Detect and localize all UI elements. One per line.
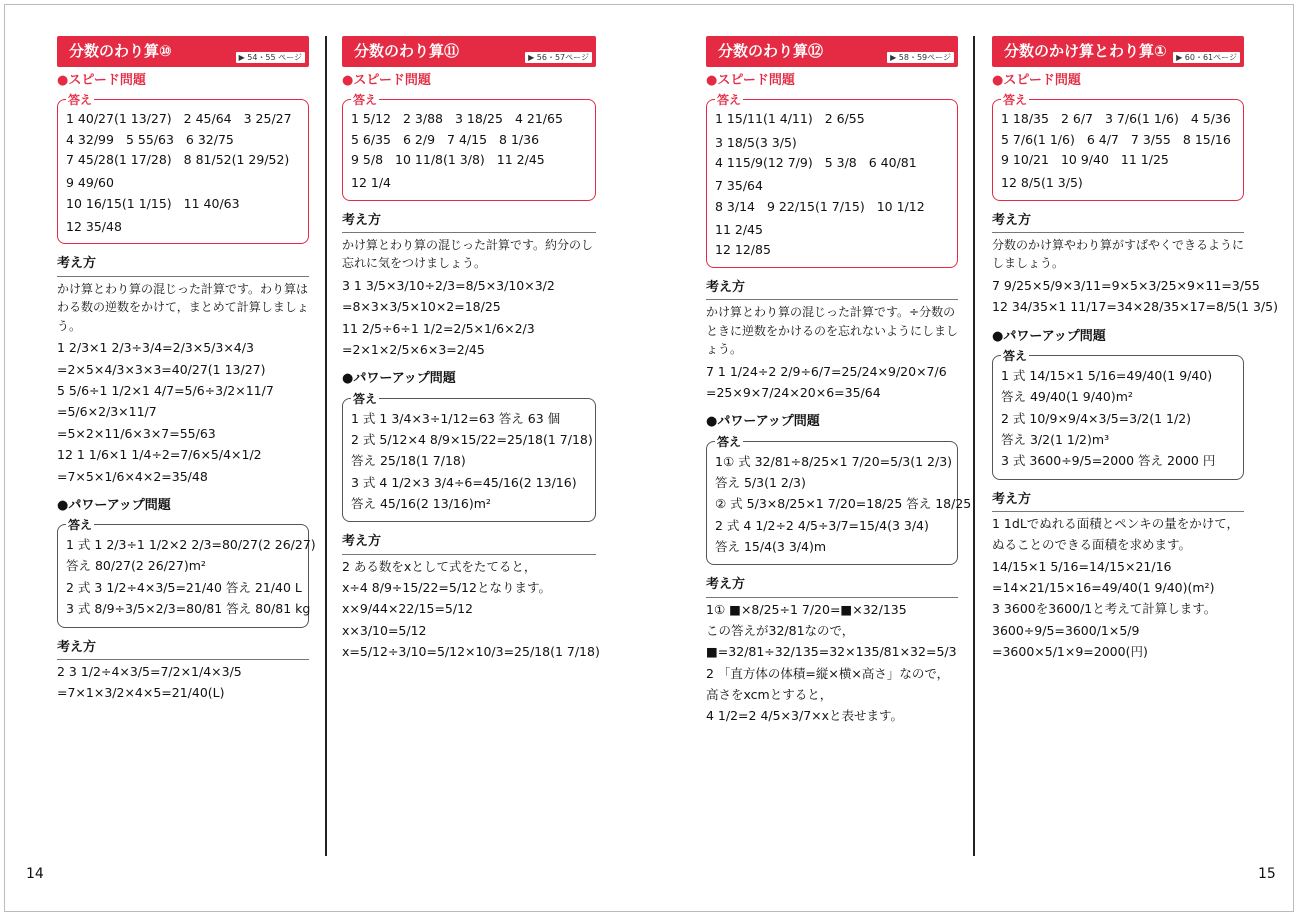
power-up-heading: ●パワーアップ問題 <box>342 371 456 387</box>
explanation-text: かけ算とわり算の混じった計算です。わり算はわる数の逆数をかけて，まとめて計算しましょう。 <box>57 281 309 333</box>
answer-item: 3 7/6(1 1/6) <box>1105 111 1179 127</box>
page-reference: ▶ 58・59ページ <box>887 52 954 63</box>
calc-line: =25×9×7/24×20×6=35/64 <box>706 385 881 401</box>
calc-line: 2 「直方体の体積=縦×横×高さ」なので， <box>706 665 950 681</box>
answer-item: 2 3/88 <box>403 111 443 127</box>
calc-line: ぬることのできる面積を求めます。 <box>992 537 1192 553</box>
column-divider <box>325 36 327 856</box>
answer-item: 12 12/85 <box>715 242 771 258</box>
answer-row <box>1001 130 1235 149</box>
power-up-heading: ●パワーアップ問題 <box>706 414 820 430</box>
power-answer-line: 1 式 1 2/3÷1 1/2×2 2/3=80/27(2 26/27) <box>66 537 316 553</box>
calc-line: x×3/10=5/12 <box>342 622 427 638</box>
power-answer-line: 3 式 4 1/2×3 3/4÷6=45/16(2 13/16) <box>351 474 577 490</box>
calc-line: この答えが32/81なので， <box>706 622 855 638</box>
power-answer-line: 2 式 4 1/2÷2 4/5÷3/7=15/4(3 3/4) <box>715 517 929 533</box>
answer-item: 7 3/55 <box>1130 131 1171 147</box>
power-answer-line: 答え 45/16(2 13/16)m² <box>351 496 491 512</box>
power-answer-line: 答え 3/2(1 1/2)m³ <box>1001 431 1110 447</box>
calc-line: 1 2/3×1 2/3÷3/4=2/3×5/3×4/3 <box>57 340 254 356</box>
explanation-heading-2: 考え方 <box>57 638 309 660</box>
column-2 <box>342 36 600 664</box>
power-answer-line: ② 式 5/3×8/25×1 7/20=18/25 答え 18/25 <box>715 496 972 512</box>
speed-answer-box <box>342 93 596 201</box>
column-4 <box>992 36 1278 664</box>
calc-line: 4 1/2=2 4/5×3/7×xと表せます。 <box>706 708 904 724</box>
power-answer-line: 1① 式 32/81÷8/25×1 7/20=5/3(1 2/3) <box>715 453 953 469</box>
calc-line: 高さをxcmとすると， <box>706 687 833 703</box>
calc-line: 3 1 3/5×3/10÷2/3=8/5×3/10×3/2 <box>342 277 555 293</box>
answer-item: 9 5/8 <box>351 151 384 167</box>
answer-item: 7 45/28(1 17/28) <box>66 151 172 167</box>
answer-label: 答え <box>715 433 743 452</box>
calc-line: =14×21/15×16=49/40(1 9/40)(m²) <box>992 580 1215 595</box>
answer-label: 答え <box>66 516 94 535</box>
section-title: 分数のかけ算とわり算① <box>1004 41 1167 60</box>
power-answer-line: 3 式 3600÷9/5=2000 答え 2000 円 <box>1001 453 1216 469</box>
answer-item: 8 15/16 <box>1182 131 1231 147</box>
calc-line: x÷4 8/9÷15/22=5/12となります。 <box>342 580 551 595</box>
answer-item: 10 1/12 <box>876 198 925 214</box>
calc-line: ■=32/81÷32/135=32×135/81×32=5/3 <box>706 644 957 660</box>
power-up-heading: ●パワーアップ問題 <box>992 328 1106 344</box>
answer-row <box>66 194 300 237</box>
explanation-heading: 考え方 <box>342 211 596 233</box>
power-answer-line: 2 式 3 1/2÷4×3/5=21/40 答え 21/40 L <box>66 579 302 595</box>
answer-row <box>66 150 300 193</box>
answer-row <box>66 109 300 128</box>
page-number-left: 14 <box>26 866 44 882</box>
answer-item: 11 1/25 <box>1120 151 1169 167</box>
answer-item: 1 18/35 <box>1001 111 1049 127</box>
page-reference: ▶ 56・57ページ <box>525 52 592 63</box>
power-answer-line: 答え 15/4(3 3/4)m <box>715 539 827 555</box>
explanation-heading-2: 考え方 <box>706 575 958 597</box>
page-reference: ▶ 60・61ページ <box>1173 52 1240 63</box>
power-answer-line: 答え 80/27(2 26/27)m² <box>66 558 206 574</box>
section-header <box>992 36 1244 67</box>
calc-line: =2×1×2/5×6×3=2/45 <box>342 342 485 358</box>
answer-item: 12 35/48 <box>66 219 122 235</box>
speed-heading: ●スピード問題 <box>706 73 795 88</box>
section-header <box>57 36 309 67</box>
column-divider <box>973 36 975 856</box>
explanation-text: かけ算とわり算の混じった計算です。÷分数のときに逆数をかけるのを忘れないようにしましょう。 <box>706 304 959 357</box>
calc-line: x×9/44×22/15=5/12 <box>342 601 473 617</box>
answer-label: 答え <box>351 91 379 110</box>
answer-row <box>351 130 587 149</box>
explanation-text: かけ算とわり算の混じった計算です。約分のし忘れに気をつけましょう。 <box>342 237 594 271</box>
answer-label: 答え <box>66 91 94 110</box>
calc-line: 2 3 1/2÷4×3/5=7/2×1/4×3/5 <box>57 663 242 679</box>
answer-item: 11 2/45 <box>496 151 545 167</box>
answer-item: 4 115/9(12 7/9) <box>715 154 813 170</box>
speed-answer-box <box>57 93 309 244</box>
answer-item: 2 6/55 <box>824 111 865 127</box>
explanation-heading-2: 考え方 <box>992 490 1244 512</box>
answer-item: 12 8/5(1 3/5) <box>1001 175 1083 191</box>
answer-label: 答え <box>1001 91 1029 110</box>
column-1 <box>57 36 316 704</box>
speed-heading: ●スピード問題 <box>342 73 431 88</box>
answer-item: 1 40/27(1 13/27) <box>66 111 172 127</box>
calc-line: 1 1dLでぬれる面積とペンキの量をかけて， <box>992 515 1240 531</box>
calc-line: x=5/12÷3/10=5/12×10/3=25/18(1 7/18) <box>342 644 600 660</box>
calc-line: 12 34/35×1 11/17=34×28/35×17=8/5(1 3/5) <box>992 299 1278 315</box>
speed-heading: ●スピード問題 <box>992 73 1081 88</box>
answer-item: 2 45/64 <box>183 111 232 127</box>
power-answer-line: 2 式 5/12×4 8/9×15/22=25/18(1 7/18) <box>351 431 593 447</box>
answer-row <box>1001 150 1235 193</box>
column-3 <box>706 36 972 728</box>
answer-item: 8 81/52(1 29/52) <box>183 151 290 167</box>
answer-row <box>715 109 949 152</box>
answer-item: 12 1/4 <box>351 175 391 191</box>
answer-row <box>1001 109 1235 128</box>
answer-item: 11 40/63 <box>183 195 240 211</box>
answer-item: 4 5/36 <box>1190 111 1231 127</box>
answer-item: 5 6/35 <box>351 131 391 147</box>
answer-item: 8 3/14 <box>715 198 755 214</box>
answer-item: 6 32/75 <box>185 131 234 147</box>
calc-line: 7 1 1/24÷2 2/9÷6/7=25/24×9/20×7/6 <box>706 363 947 379</box>
section-title: 分数のわり算⑪ <box>354 41 460 60</box>
speed-answer-box <box>992 93 1244 201</box>
calc-line: =2×5×4/3×3×3=40/27(1 13/27) <box>57 361 266 377</box>
power-up-answer-box <box>57 518 316 628</box>
answer-item: 3 25/27 <box>243 111 292 127</box>
calc-line: 1① ■×8/25÷1 7/20=■×32/135 <box>706 601 907 617</box>
power-answer-line: 2 式 10/9×9/4×3/5=3/2(1 1/2) <box>1001 410 1192 426</box>
power-up-answer-box <box>342 391 596 523</box>
answer-item: 9 10/21 <box>1001 151 1049 167</box>
calc-line: =5/6×2/3×11/7 <box>57 404 157 420</box>
answer-item: 9 49/60 <box>66 175 114 191</box>
answer-label: 答え <box>1001 347 1029 366</box>
explanation-heading: 考え方 <box>57 254 309 276</box>
section-title: 分数のわり算⑫ <box>718 41 824 60</box>
calc-line: 5 5/6÷1 1/2×1 4/7=5/6÷3/2×11/7 <box>57 383 274 399</box>
answer-item: 5 55/63 <box>125 131 174 147</box>
answer-item: 7 35/64 <box>715 178 763 194</box>
page-number-right: 15 <box>1258 866 1276 882</box>
explanation-heading-2: 考え方 <box>342 532 596 554</box>
answer-item: 6 40/81 <box>868 154 917 170</box>
power-answer-line: 1 式 14/15×1 5/16=49/40(1 9/40) <box>1001 367 1213 383</box>
section-header <box>706 36 958 67</box>
speed-heading: ●スピード問題 <box>57 73 146 88</box>
calc-line: 3600÷9/5=3600/1×5/9 <box>992 622 1140 638</box>
answer-item: 3 18/25 <box>455 111 503 127</box>
answer-item: 5 3/8 <box>824 154 857 170</box>
answer-row <box>715 153 949 196</box>
section-header <box>342 36 596 67</box>
power-up-answer-box <box>706 434 972 566</box>
calc-line: =7×5×1/6×4×2=35/48 <box>57 468 208 484</box>
answer-item: 2 6/7 <box>1060 111 1093 127</box>
page-reference: ▶ 54・55 ページ <box>236 52 305 63</box>
calc-line: 2 ある数をxとして式をたてると， <box>342 558 537 574</box>
calc-line: 3 3600を3600/1と考えて計算します。 <box>992 601 1217 617</box>
answer-item: 1 5/12 <box>351 111 391 127</box>
answer-row <box>715 240 949 259</box>
answer-item: 1 15/11(1 4/11) <box>715 111 813 127</box>
power-answer-line: 答え 5/3(1 2/3) <box>715 474 806 490</box>
calc-line: 14/15×1 5/16=14/15×21/16 <box>992 558 1172 574</box>
answer-item: 10 16/15(1 1/15) <box>66 195 172 211</box>
answer-label: 答え <box>351 390 379 409</box>
answer-item: 10 9/40 <box>1060 151 1109 167</box>
answer-item: 10 11/8(1 3/8) <box>395 151 485 167</box>
calc-line: =7×1×3/2×4×5=21/40(L) <box>57 685 225 701</box>
answer-row <box>351 150 587 193</box>
answer-row <box>715 197 949 240</box>
section-title: 分数のわり算⑩ <box>69 41 172 60</box>
power-answer-line: 答え 25/18(1 7/18) <box>351 453 466 469</box>
answer-item: 5 7/6(1 1/6) <box>1001 131 1075 147</box>
answer-item: 4 21/65 <box>514 111 563 127</box>
answer-item: 11 2/45 <box>715 222 763 238</box>
calc-line: =3600×5/1×9=2000(円) <box>992 644 1148 660</box>
power-answer-line: 1 式 1 3/4×3÷1/12=63 答え 63 個 <box>351 410 561 426</box>
speed-answer-box <box>706 93 958 268</box>
calc-line: =5×2×11/6×3×7=55/63 <box>57 425 216 441</box>
power-answer-line: 答え 49/40(1 9/40)m² <box>1001 389 1133 405</box>
answer-item: 9 22/15(1 7/15) <box>767 198 865 214</box>
power-answer-line: 3 式 8/9÷3/5×2/3=80/81 答え 80/81 kg <box>66 601 311 617</box>
explanation-heading: 考え方 <box>992 211 1244 233</box>
answer-item: 6 2/9 <box>403 131 436 147</box>
explanation-text: 分数のかけ算やわり算がすばやくできるようにしましょう。 <box>992 237 1245 271</box>
calc-line: 12 1 1/6×1 1/4÷2=7/6×5/4×1/2 <box>57 447 262 463</box>
explanation-heading: 考え方 <box>706 278 958 300</box>
answer-item: 7 4/15 <box>447 131 488 147</box>
answer-item: 3 18/5(3 3/5) <box>715 134 797 150</box>
calc-line: 7 9/25×5/9×3/11=9×5×3/25×9×11=3/55 <box>992 277 1260 293</box>
answer-item: 6 4/7 <box>1086 131 1119 147</box>
answer-row <box>351 109 587 128</box>
power-up-heading: ●パワーアップ問題 <box>57 497 171 513</box>
calc-line: =8×3×3/5×10×2=18/25 <box>342 299 501 315</box>
answer-item: 4 32/99 <box>66 131 114 147</box>
power-up-answer-box <box>992 348 1244 480</box>
answer-row <box>66 130 300 149</box>
answer-item: 8 1/36 <box>499 131 540 147</box>
calc-line: 11 2/5÷6÷1 1/2=2/5×1/6×2/3 <box>342 320 535 336</box>
answer-label: 答え <box>715 91 743 110</box>
